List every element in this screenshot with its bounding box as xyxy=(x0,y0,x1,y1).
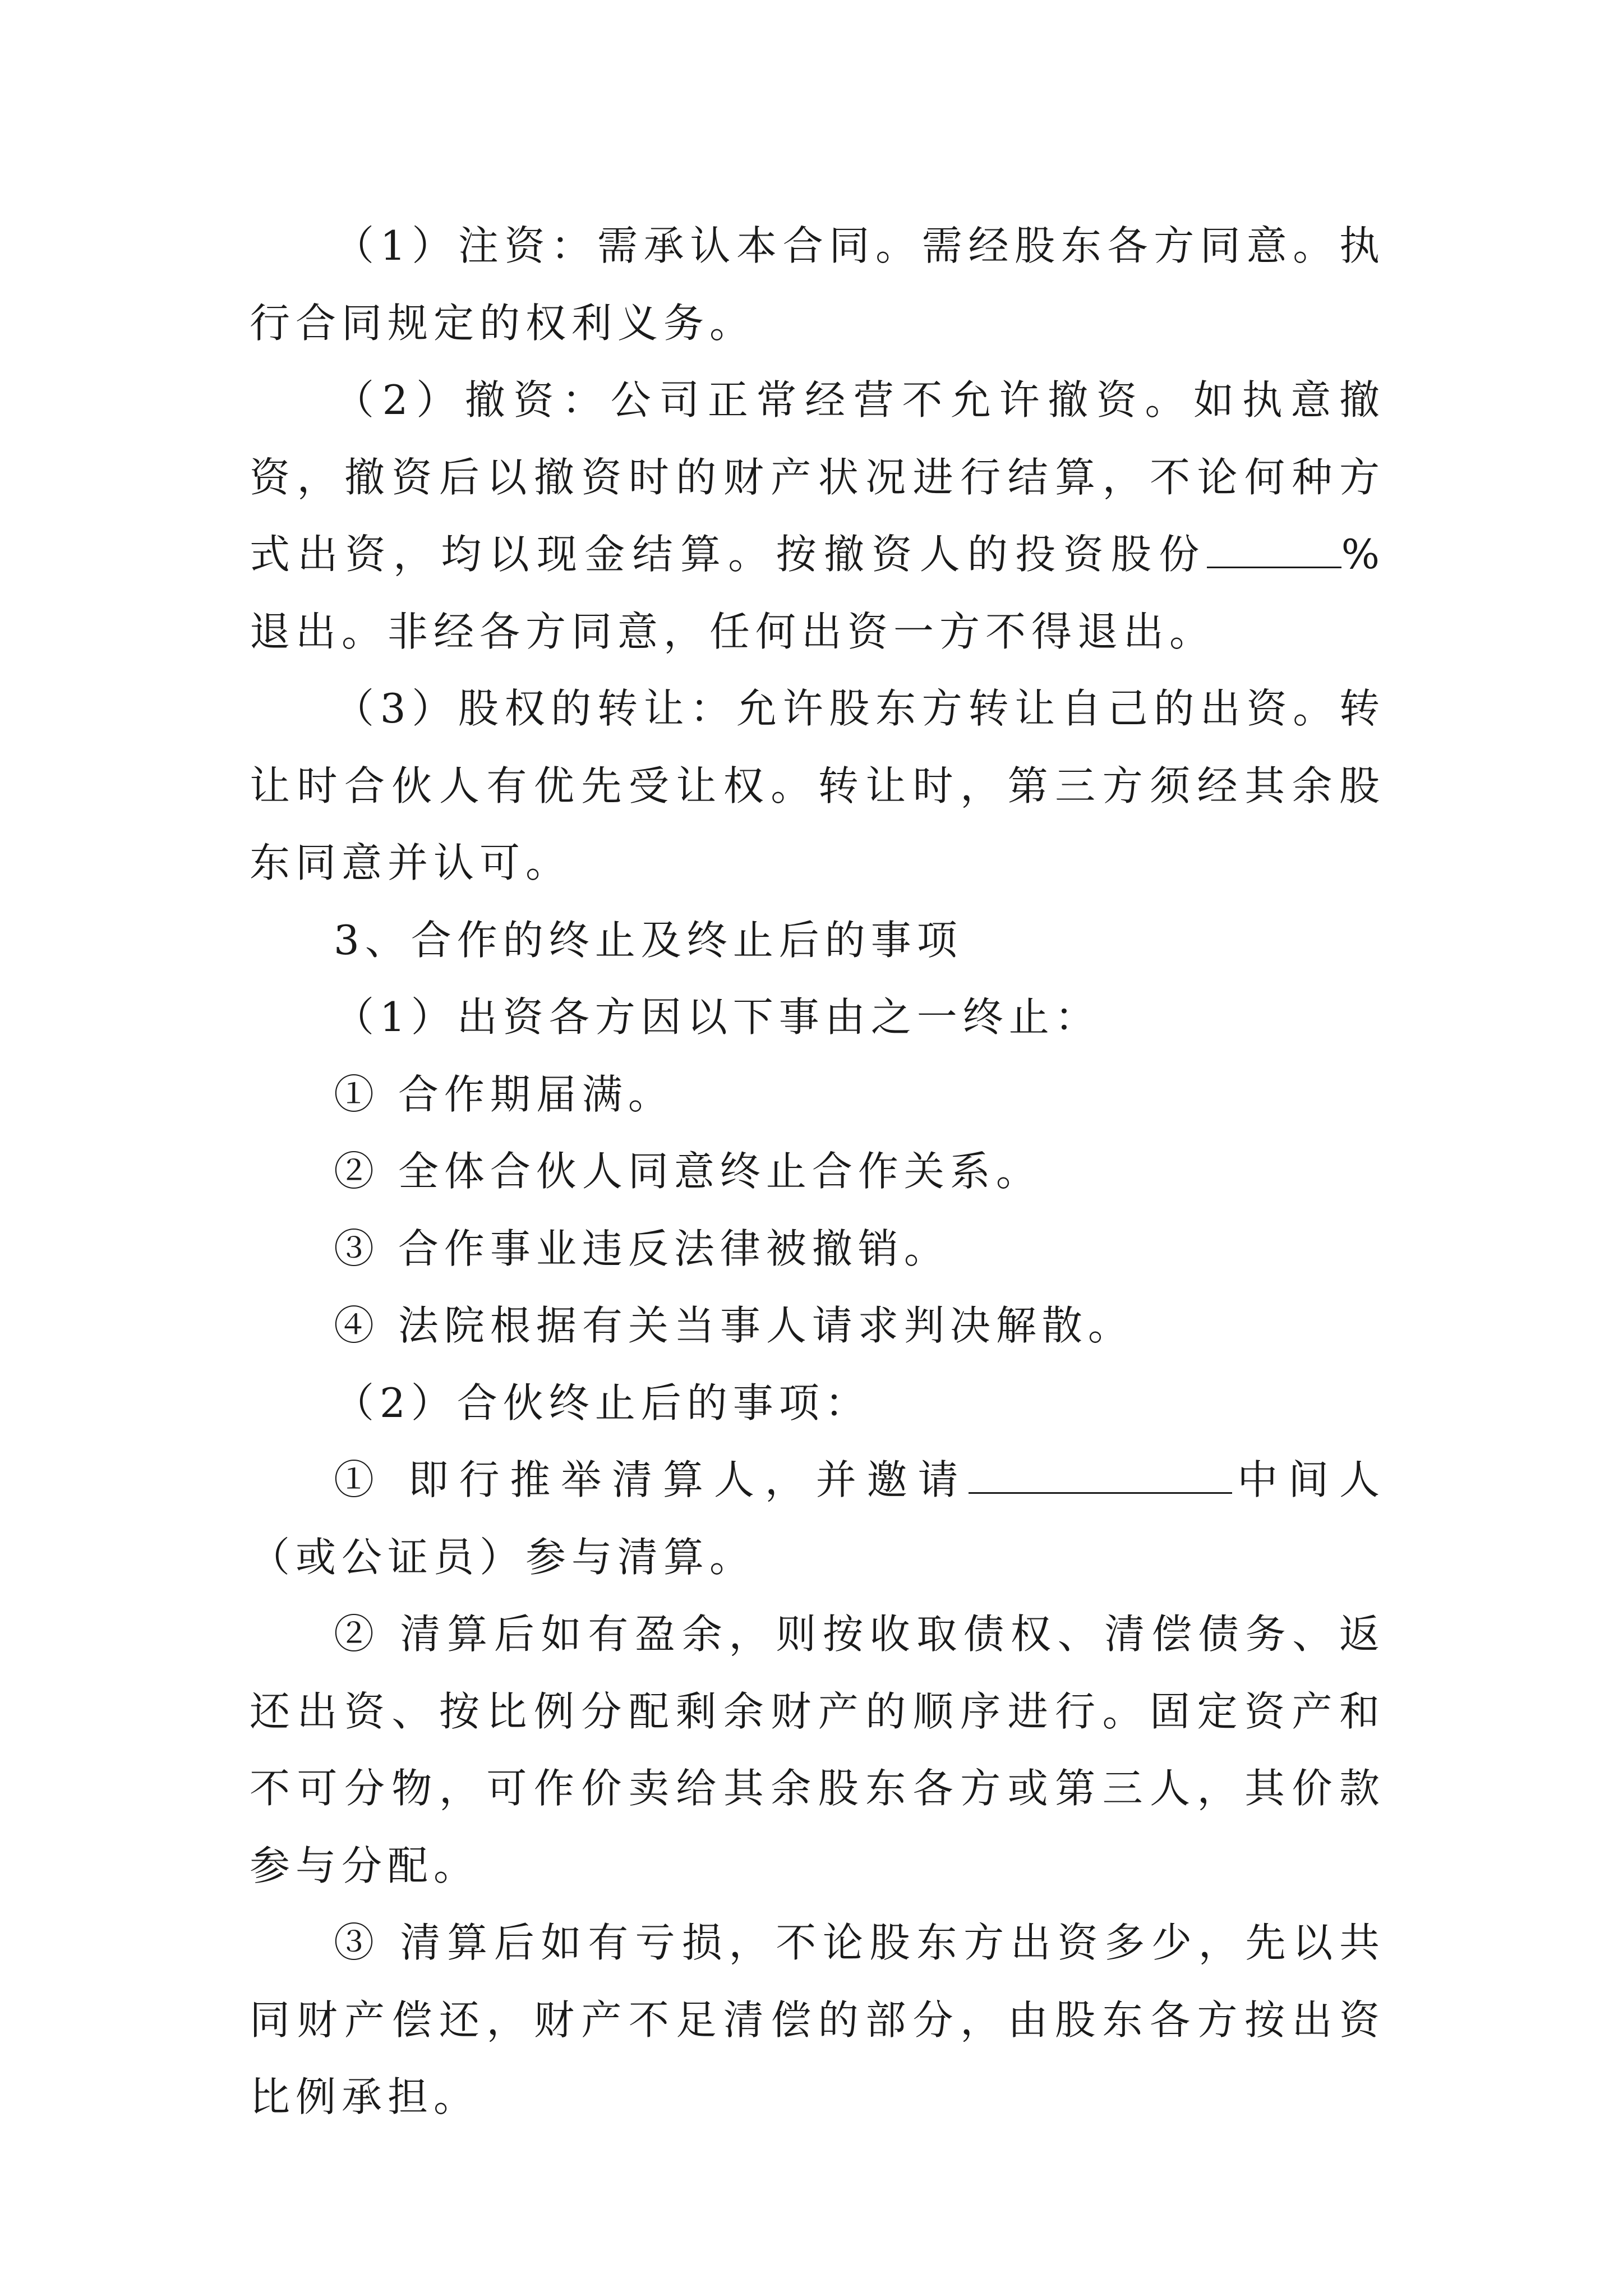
clause-surplus-text: ② 清算后如有盈余，则按收取债权、清偿债务、返还出资、按比例分配剩余财产的顺序进行。固定资产和不可分物，可作价卖给其余股东各方或第三人，其价款参与分配。 xyxy=(250,1611,1385,1889)
document-body xyxy=(250,208,1385,2136)
clause-loss xyxy=(250,1904,1385,2136)
subsection-termination-causes xyxy=(250,979,1385,1056)
intermediary-blank xyxy=(969,1453,1232,1494)
subsection-termination-causes-text: （1）出资各方因以下事由之一终止： xyxy=(334,993,1101,1041)
section-heading-termination-text: 3、合作的终止及终止后的事项 xyxy=(334,916,963,964)
section-heading-termination xyxy=(250,902,1385,979)
list-item xyxy=(250,1056,1385,1134)
list-item xyxy=(250,1211,1385,1288)
clause-equity-transfer-text: （3）股权的转让：允许股东方转让自己的出资。转让时合伙人有优先受让权。转让时，第三方须经其余股东同意并认可。 xyxy=(250,685,1385,886)
share-percentage-blank xyxy=(1207,527,1341,568)
list-item-text: ③ 合作事业违反法律被撤销。 xyxy=(334,1225,950,1272)
clause-equity-transfer xyxy=(250,670,1385,902)
subsection-post-termination-text: （2）合伙终止后的事项： xyxy=(334,1379,871,1427)
clause-capital-injection xyxy=(250,208,1385,362)
clause-surplus xyxy=(250,1596,1385,1904)
list-item xyxy=(250,1133,1385,1211)
clause-withdrawal xyxy=(250,362,1385,670)
clause-liquidator xyxy=(250,1442,1385,1596)
subsection-post-termination xyxy=(250,1365,1385,1442)
clause-withdrawal-tail: %退出。非经各方同意，任何出资一方不得退出。 xyxy=(250,531,1385,655)
clause-liquidator-text: ① 即行推举清算人，并邀请 xyxy=(334,1456,969,1503)
list-item-text: ④ 法院根据有关当事人请求判决解散。 xyxy=(334,1302,1134,1349)
list-item-text: ① 合作期届满。 xyxy=(334,1070,674,1118)
clause-loss-text: ③ 清算后如有亏损，不论股东方出资多少，先以共同财产偿还，财产不足清偿的部分，由股东各方按出资比例承担。 xyxy=(250,1919,1385,2120)
clause-liquidator-tail: 中间人（或公证员）参与清算。 xyxy=(250,1456,1385,1581)
list-item xyxy=(250,1287,1385,1365)
clause-withdrawal-text: （2）撤资：公司正常经营不允许撤资。如执意撤资，撤资后以撤资时的财产状况进行结算，不论何种方式出资，均以现金结算。按撤资人的投资股份 xyxy=(250,376,1385,578)
clause-capital-injection-text: （1）注资：需承认本合同。需经股东各方同意。执行合同规定的权利义务。 xyxy=(250,222,1385,347)
list-item-text: ② 全体合伙人同意终止合作关系。 xyxy=(334,1148,1042,1195)
